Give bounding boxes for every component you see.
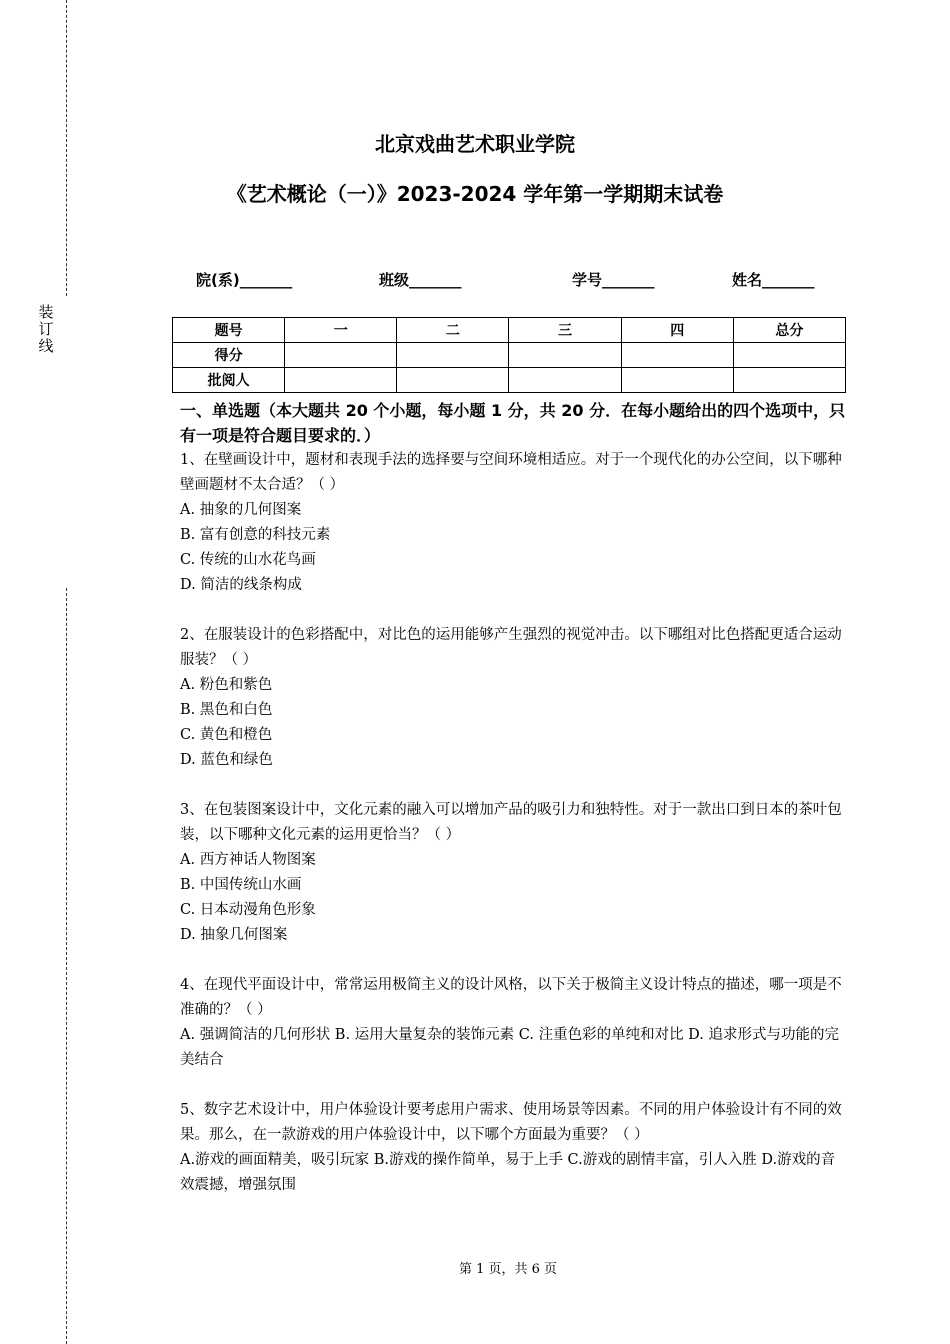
question-options-inline: A. 强调简洁的几何形状 B. 运用大量复杂的装饰元素 C. 注重色彩的单纯和对比 D. 追求形式与功能的完美结合 (180, 1027, 840, 1068)
question-options-inline: A.游戏的画面精美，吸引玩家 B.游戏的操作简单，易于上手 C.游戏的剧情丰富，引人入胜 D.游戏的音效震撼，增强氛围 (180, 1152, 836, 1193)
question-option: B. 黑色和白色 (180, 702, 273, 718)
question-option: B. 中国传统山水画 (180, 877, 302, 893)
question-stem: 5、数字艺术设计中，用户体验设计要考虑用户需求、使用场景等因素。不同的用户体验设计有不同的效果。那么，在一款游戏的用户体验设计中，以下哪个方面最为重要？（ ） (180, 1102, 842, 1143)
class-field: 班级_______ (379, 271, 462, 289)
score-header-cell: 三 (509, 318, 621, 343)
score-header-cell: 总分 (733, 318, 845, 343)
score-table (172, 317, 846, 393)
score-cell[interactable] (621, 343, 733, 368)
reviewer-cell[interactable] (397, 368, 509, 393)
question-option: B. 富有创意的科技元素 (180, 527, 331, 543)
score-table-header-row (173, 318, 846, 343)
question-option: A. 西方神话人物图案 (180, 852, 316, 868)
score-cell[interactable] (285, 343, 397, 368)
score-cell[interactable] (397, 343, 509, 368)
question-3 (180, 798, 848, 948)
score-cell[interactable] (733, 343, 845, 368)
score-row-label: 得分 (173, 343, 285, 368)
exam-content (180, 398, 848, 1198)
question-option: D. 抽象几何图案 (180, 927, 288, 943)
binding-label: 装订线 (38, 303, 54, 355)
reviewer-row-label: 批阅人 (173, 368, 285, 393)
section-1-title: 一、单选题（本大题共 20 个小题，每小题 1 分，共 20 分．在每小题给出的四个选项中，只有一项是符合题目要求的．） (180, 401, 846, 445)
question-option: D. 简洁的线条构成 (180, 577, 302, 593)
question-option: C. 黄色和橙色 (180, 727, 273, 743)
question-stem: 3、在包装图案设计中，文化元素的融入可以增加产品的吸引力和独特性。对于一款出口到日本的茶叶包装，以下哪种文化元素的运用更恰当？（ ） (180, 802, 842, 843)
score-header-cell: 题号 (173, 318, 285, 343)
score-table-score-row (173, 343, 846, 368)
school-title: 北京戏曲艺术职业学院 (375, 132, 575, 156)
question-4 (180, 973, 848, 1073)
question-option: D. 蓝色和绿色 (180, 752, 273, 768)
question-option: C. 日本动漫角色形象 (180, 902, 316, 918)
question-2 (180, 623, 848, 773)
reviewer-cell[interactable] (733, 368, 845, 393)
question-option: A. 抽象的几何图案 (180, 502, 302, 518)
question-stem: 2、在服装设计的色彩搭配中，对比色的运用能够产生强烈的视觉冲击。以下哪组对比色搭配更适合运动服装？（ ） (180, 627, 842, 668)
page-number: 第 1 页，共 6 页 (458, 1262, 558, 1277)
exam-title: 《艺术概论（一）》2023-2024 学年第一学期期末试卷 (226, 182, 724, 206)
department-field: 院(系)_______ (196, 271, 293, 289)
score-table-reviewer-row (173, 368, 846, 393)
reviewer-cell[interactable] (285, 368, 397, 393)
question-5 (180, 1098, 848, 1198)
binding-line-bottom (66, 588, 67, 1344)
score-header-cell: 四 (621, 318, 733, 343)
score-header-cell: 二 (397, 318, 509, 343)
reviewer-cell[interactable] (621, 368, 733, 393)
score-cell[interactable] (509, 343, 621, 368)
question-option: C. 传统的山水花鸟画 (180, 552, 316, 568)
question-stem: 4、在现代平面设计中，常常运用极简主义的设计风格，以下关于极简主义设计特点的描述，哪一项是不准确的？（ ） (180, 977, 842, 1018)
question-stem: 1、在壁画设计中，题材和表现手法的选择要与空间环境相适应。对于一个现代化的办公空间，以下哪种壁画题材不太合适？（ ） (180, 452, 842, 493)
name-field: 姓名_______ (732, 271, 815, 289)
student-id-field: 学号_______ (572, 271, 655, 289)
question-1 (180, 448, 848, 598)
score-header-cell: 一 (285, 318, 397, 343)
question-option: A. 粉色和紫色 (180, 677, 273, 693)
reviewer-cell[interactable] (509, 368, 621, 393)
